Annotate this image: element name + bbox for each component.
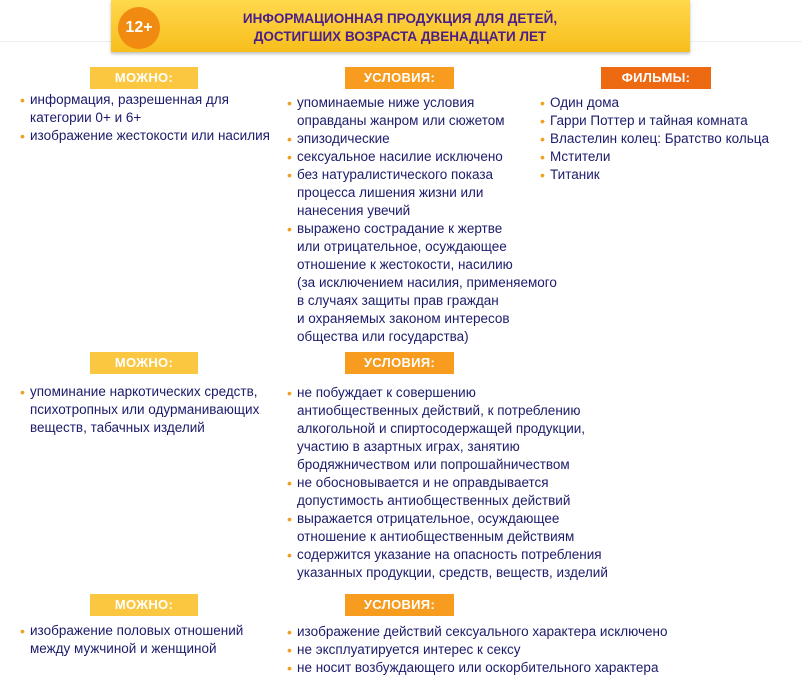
list-item-continuation: категории 0+ и 6+	[30, 110, 142, 125]
list-item: • не побуждает к совершению	[287, 384, 608, 402]
title-line-1: ИНФОРМАЦИОННАЯ ПРОДУКЦИЯ ДЛЯ ДЕТЕЙ,	[242, 11, 558, 26]
list-item-continuation: между мужчиной и женщиной	[30, 641, 217, 656]
list-item-continuation: или отрицательное, осуждающее	[297, 239, 507, 254]
list-item: • без натуралистического показа	[287, 166, 557, 184]
list-item: • изображение половых отношений	[20, 622, 243, 640]
list-item-continuation: оправданы жанром или сюжетом	[297, 113, 505, 128]
title-line-2: ДОСТИГШИХ ВОЗРАСТА ДВЕНАДЦАТИ ЛЕТ	[253, 29, 547, 44]
list-item: • упоминание наркотических средств,	[20, 383, 259, 401]
conditions-list-2	[287, 384, 608, 582]
list-item: • не обосновывается и не оправдывается	[287, 474, 608, 492]
list-item: • не эксплуатируется интерес к сексу	[287, 641, 667, 659]
list-item-continuation: общества или государства)	[297, 329, 469, 344]
list-item: • Мстители	[540, 148, 769, 166]
allowed-label-3: МОЖНО:	[90, 594, 198, 616]
conditions-label-2: УСЛОВИЯ:	[345, 352, 454, 374]
list-item: • не носит возбуждающего или оскорбительного характера	[287, 659, 667, 677]
conditions-label-1: УСЛОВИЯ:	[345, 67, 454, 89]
list-item-continuation: участию в азартных играх, занятию	[297, 439, 520, 454]
list-item-continuation: психотропных или одурманивающих	[30, 402, 260, 417]
list-item: • выражается отрицательное, осуждающее	[287, 510, 608, 528]
list-item-continuation: указанных продукции, средств, веществ, изделий	[297, 565, 608, 580]
allowed-list-3	[20, 622, 243, 658]
list-item-continuation: бродяжничеством или попрошайничеством	[297, 457, 570, 472]
films-list	[540, 94, 769, 184]
list-item: • Властелин колец: Братство кольца	[540, 130, 769, 148]
list-item-continuation: процесса лишения жизни или	[297, 185, 484, 200]
conditions-label-3: УСЛОВИЯ:	[345, 594, 454, 616]
list-item: • содержится указание на опасность потребления	[287, 546, 608, 564]
list-item: • выражено сострадание к жертве	[287, 220, 557, 238]
page-title	[190, 10, 610, 46]
allowed-label-2: МОЖНО:	[90, 352, 198, 374]
films-label: ФИЛЬМЫ:	[601, 67, 711, 89]
list-item-continuation: нанесения увечий	[297, 203, 411, 218]
list-item: • эпизодические	[287, 130, 557, 148]
list-item-continuation: и охраняемых законом интересов	[297, 311, 510, 326]
list-item-continuation: (за исключением насилия, применяемого	[297, 275, 557, 290]
allowed-list-1	[20, 91, 270, 145]
list-item-continuation: допустимость антиобщественных действий	[297, 493, 571, 508]
list-item-continuation: веществ, табачных изделий	[30, 420, 205, 435]
list-item: • Титаник	[540, 166, 769, 184]
list-item-continuation: антиобщественных действий, к потреблению	[297, 403, 581, 418]
list-item-continuation: в случаях защиты прав граждан	[297, 293, 499, 308]
list-item: • изображение жестокости или насилия	[20, 127, 270, 145]
list-item-continuation: отношение к жестокости, насилию	[297, 257, 513, 272]
age-badge: 12+	[118, 7, 160, 49]
list-item: • Гарри Поттер и тайная комната	[540, 112, 769, 130]
list-item: • Один дома	[540, 94, 769, 112]
list-item-continuation: отношение к антиобщественным действиям	[297, 529, 575, 544]
allowed-label-1: МОЖНО:	[90, 67, 198, 89]
list-item: • сексуальное насилие исключено	[287, 148, 557, 166]
list-item: • информация, разрешенная для	[20, 91, 270, 109]
conditions-list-1	[287, 94, 557, 346]
conditions-list-3	[287, 623, 667, 677]
allowed-list-2	[20, 383, 259, 437]
list-item-continuation: алкогольной и спиртосодержащей продукции,	[297, 421, 586, 436]
list-item: • упоминаемые ниже условия	[287, 94, 557, 112]
list-item: • изображение действий сексуального характера исключено	[287, 623, 667, 641]
